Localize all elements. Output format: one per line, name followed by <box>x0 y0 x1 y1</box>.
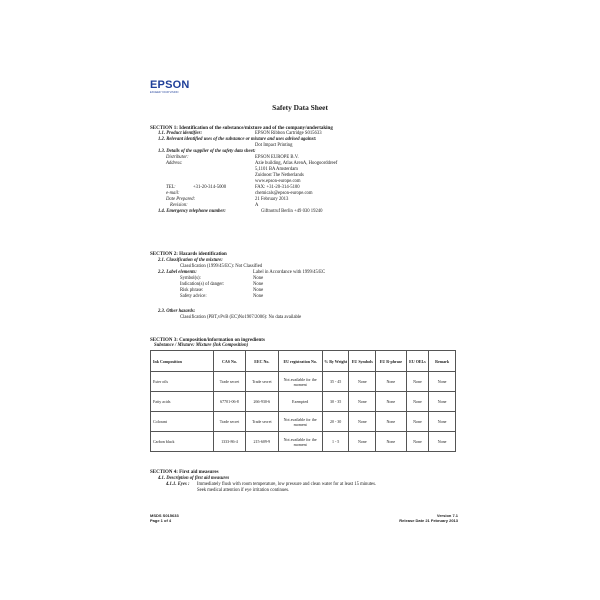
footer-version: Version 7.1 <box>436 513 458 518</box>
emergency-label: 1.4. Emergency telephone number: <box>158 209 226 214</box>
website-link[interactable]: www.epson-europe.com <box>255 179 301 184</box>
tel-value: +31-20-314-5000 <box>193 185 227 190</box>
eyes-label: 4.1.1. Eyes : <box>166 482 190 487</box>
footer-msds: MSDS S015633 <box>150 513 179 518</box>
address-line-3: Zuidoost The Netherlands <box>255 173 304 178</box>
other-hazards-label: 2.3. Other hazards: <box>158 309 196 314</box>
table-row <box>151 372 456 392</box>
email-label: e-mail: <box>166 191 180 196</box>
table-cell: Fatty acids <box>151 392 214 412</box>
table-cell: Not available for the moment <box>278 412 322 432</box>
brand-name: EPSON <box>150 79 190 91</box>
address-line-2: 5,1101 BA Amsterdam <box>255 167 298 172</box>
table-cell: Trade secret <box>246 412 278 432</box>
table-cell: None <box>349 372 376 392</box>
distributor-label: Distributor: <box>166 155 189 160</box>
label-elements-value: Label in Accordance with 1999/45/EC <box>253 270 326 275</box>
eyes-text-2: Seek medical attention if eye irritation continues. <box>197 488 290 493</box>
date-prepared-label: Date Prepared: <box>166 197 196 202</box>
table-cell: None <box>429 432 456 452</box>
table-cell: None <box>349 412 376 432</box>
table-cell: None <box>349 392 376 412</box>
identified-uses-value: Dot Impact Printing <box>255 143 293 148</box>
col-eu-r-phrase: EU R-phrase <box>376 351 406 372</box>
eyes-text: Immediately flush with room temperature, low pressure and clean water for at least 15 minutes. <box>197 482 377 487</box>
table-cell: 35 - 45 <box>322 372 349 392</box>
section1-heading: SECTION 1: Identification of the substance/mixture and of the company/undertaking <box>150 126 333 131</box>
brand-tagline: EXCEED YOUR VISION <box>150 91 179 94</box>
identified-uses-label: 1.2. Relevant identified uses of the substance or mixture and uses advised against: <box>158 137 317 142</box>
table-cell: None <box>406 412 429 432</box>
revision-label: Revision: <box>170 203 188 208</box>
table-cell: None <box>376 372 406 392</box>
table-cell: None <box>376 432 406 452</box>
table-cell: 1 - 5 <box>322 432 349 452</box>
table-cell: None <box>429 392 456 412</box>
table-cell: Trade secret <box>213 372 245 392</box>
footer-right <box>399 513 458 523</box>
col-eu-registration: EU registration No. <box>278 351 322 372</box>
distributor-value: EPSON EUROPE B.V. <box>255 155 299 160</box>
table-cell: None <box>406 432 429 452</box>
symbols-label: Symbol(s): <box>180 276 201 281</box>
address-label: Address: <box>166 161 183 166</box>
table-cell: None <box>406 392 429 412</box>
address-line-1: Azie building, Atlas ArenA, Hoogoorddreef <box>255 161 338 166</box>
table-cell: 215-609-9 <box>246 432 278 452</box>
table-cell: Not available for the moment <box>278 372 322 392</box>
section3-subheading: Substance / Mixture: Mixture (Ink Composition) <box>154 343 249 348</box>
safety-advice-label: Safety advice: <box>180 294 207 299</box>
footer-page-number: Page 1 of 4 <box>150 518 172 523</box>
col-ink-composition: Ink Composition <box>151 351 214 372</box>
table-row <box>151 412 456 432</box>
table-cell: 20 - 30 <box>322 412 349 432</box>
col-weight: % By Weight <box>322 351 349 372</box>
indication-label: Indication(s) of danger: <box>180 282 225 287</box>
indication-value: None <box>253 282 264 287</box>
section2-heading: SECTION 2: Hazards identification <box>150 252 227 257</box>
other-hazards-value: Classification (PBT,vPvB (EC)No1907/2006): No data available <box>180 315 302 320</box>
table-cell: None <box>406 372 429 392</box>
table-cell: None <box>376 412 406 432</box>
table-cell: 30 - 35 <box>322 392 349 412</box>
tel-label: TEL: <box>166 185 176 190</box>
table-cell: 266-930-6 <box>246 392 278 412</box>
risk-phrase-value: None <box>253 288 264 293</box>
product-identifier-value: EPSON Ribbon Cartridge S015633 <box>255 131 322 136</box>
composition-table <box>150 350 456 452</box>
classification-label: 2.1. Classification of the mixture: <box>158 258 223 263</box>
first-aid-description-label: 4.1. Description of first aid measures <box>158 476 230 481</box>
table-cell: Trade secret <box>213 412 245 432</box>
table-cell: Trade secret <box>246 372 278 392</box>
table-cell: Ester oils <box>151 372 214 392</box>
table-row <box>151 392 456 412</box>
section3-heading: SECTION 3: Composition/information on ingredients <box>150 338 265 343</box>
email-link[interactable]: chemicals@epson-europe.com <box>255 191 313 196</box>
safety-advice-value: None <box>253 294 264 299</box>
col-eec-no: EEC No. <box>246 351 278 372</box>
symbols-value: None <box>253 276 264 281</box>
epson-logo <box>150 80 190 95</box>
table-cell: Not available for the moment <box>278 432 322 452</box>
footer-left <box>150 513 179 523</box>
footer-release-date: Release Date 21 February 2013 <box>399 518 458 523</box>
fax-value: FAX: +31-20-314-5100 <box>255 185 300 190</box>
table-cell: None <box>376 392 406 412</box>
col-cas-no: CAS No. <box>213 351 245 372</box>
table-cell: None <box>429 372 456 392</box>
table-header-row <box>151 351 456 372</box>
date-prepared-value: 21 February 2013 <box>255 197 289 202</box>
table-row <box>151 432 456 452</box>
table-cell: Exempted <box>278 392 322 412</box>
col-remark: Remark <box>429 351 456 372</box>
emergency-value: Giftnotruf Berlin +49 030 19240 <box>261 209 323 214</box>
classification-value: Classification (1999/45/EC): Not Classified <box>180 264 263 269</box>
product-identifier-label: 1.1. Product identifier: <box>158 131 203 136</box>
supplier-details-label: 1.3. Details of the supplier of the safety data sheet: <box>158 149 256 154</box>
section4-heading: SECTION 4: First aid measures <box>150 470 219 475</box>
table-cell: 1333-86-4 <box>213 432 245 452</box>
risk-phrase-label: Risk phrase: <box>180 288 204 293</box>
col-eu-oels: EU OELs <box>406 351 429 372</box>
label-elements-label: 2.2. Label elements: <box>158 270 197 275</box>
document-title: Safety Data Sheet <box>272 103 328 112</box>
table-cell: Carbon black <box>151 432 214 452</box>
table-cell: None <box>429 412 456 432</box>
table-cell: None <box>349 432 376 452</box>
revision-value: A <box>255 203 259 208</box>
col-eu-symbols: EU Symbols <box>349 351 376 372</box>
table-cell: Colorant <box>151 412 214 432</box>
table-cell: 67701-06-8 <box>213 392 245 412</box>
